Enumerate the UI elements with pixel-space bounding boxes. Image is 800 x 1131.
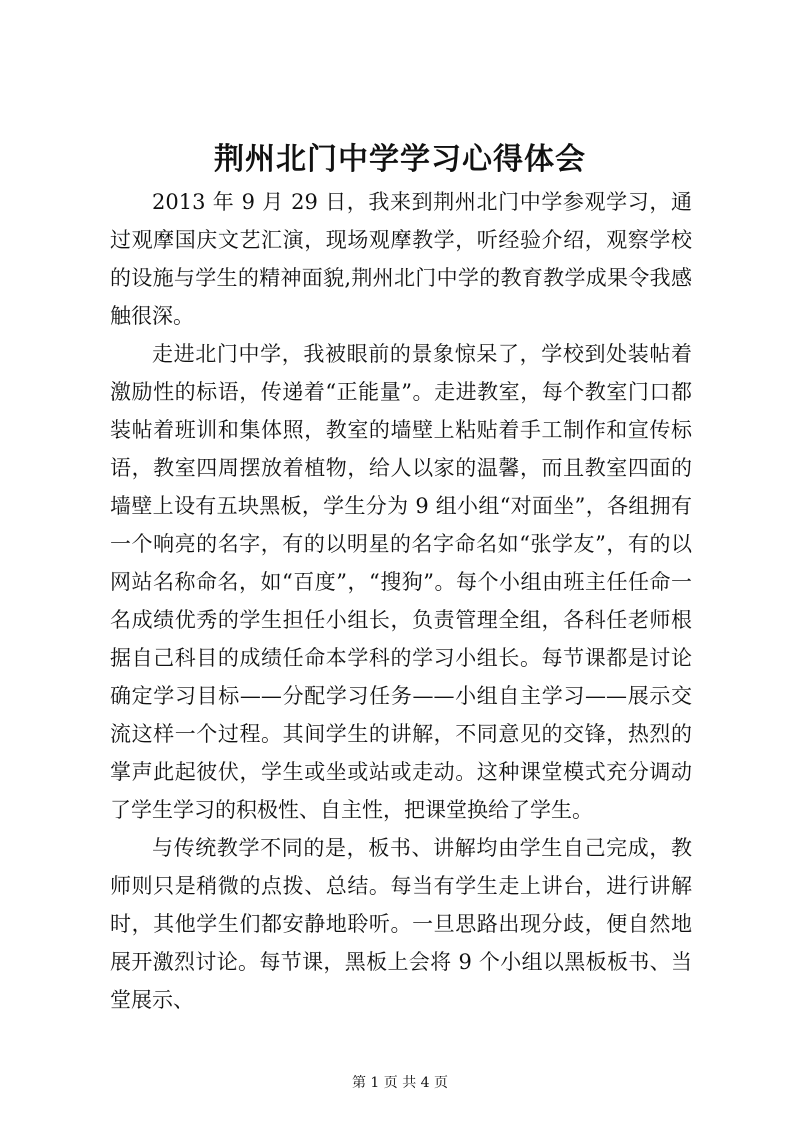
- page-footer: 第 1 页 共 4 页: [351, 1075, 449, 1091]
- document-title: 荆州北门中学学习心得体会: [214, 142, 586, 177]
- paragraph-3: 与传统教学不同的是，板书、讲解均由学生自己完成，教师则只是稍微的点拨、总结。每当有学生走上讲台，进行讲解时，其他学生们都安静地聆听。一旦思路出现分歧，便自然地展开激烈讨论。每节课，黑板上会将 9 个小组以黑板板书、当堂展示、: [110, 836, 692, 1012]
- document-body: [110, 183, 692, 1019]
- paragraph-2: 走进北门中学，我被眼前的景象惊呆了，学校到处装帖着激励性的标语，传递着“正能量”。走进教室，每个教室门口都装帖着班训和集体照，教室的墙壁上粘贴着手工制作和宣传标语，教室四周摆放着植物，给人以家的温馨，而且教室四面的墙壁上设有五块黑板，学生分为 9 组小组“对面坐”，各组拥有一个响亮的名字，有的以明星的名字命名如“张学友”，有的以网站名称命名，如“百度”，“搜狗”。每个小组由班主任任命一名成绩优秀的学生担任小组长，负责管理全组，各科任老师根据自己科目的成绩任命本学科的学习小组长。每节课都是讨论确定学习目标——分配学习任务——小组自主学习——展示交流这样一个过程。其间学生的讲解，不同意见的交锋，热烈的掌声此起彼伏，学生或坐或站或走动。这种课堂模式充分调动了学生学习的积极性、自主性，把课堂换给了学生。: [110, 342, 692, 822]
- paragraph-1: 2013 年 9 月 29 日，我来到荆州北门中学参观学习，通过观摩国庆文艺汇演，现场观摩教学，听经验介绍，观察学校的设施与学生的精神面貌,荆州北门中学的教育教学成果令我感触很深。: [110, 190, 692, 328]
